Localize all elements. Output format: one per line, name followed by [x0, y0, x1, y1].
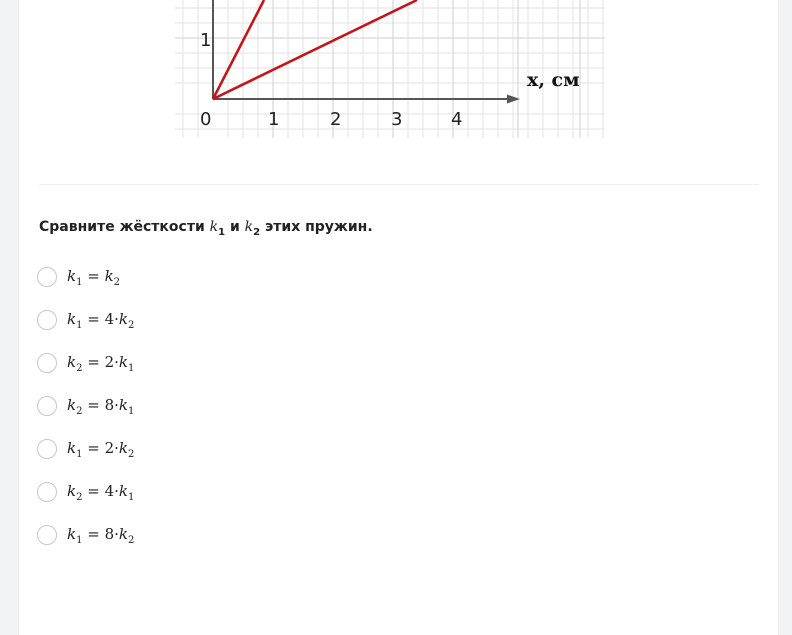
option-label: $k_1 = 8\cdot k_2$: [67, 524, 135, 546]
spring-line-1: [213, 0, 264, 99]
question-card: [18, 0, 779, 635]
answer-option-2[interactable]: [37, 309, 134, 331]
y-tick-1: 1: [200, 30, 212, 51]
option-label: $k_1 = 2\cdot k_2$: [67, 438, 135, 460]
option-label: $k_1 = 4\cdot k_2$: [67, 309, 135, 331]
radio-button[interactable]: [37, 396, 57, 416]
x-axis-title: x, см: [527, 69, 580, 91]
option-label: $k_2 = 4\cdot k_1$: [67, 481, 135, 503]
radio-button[interactable]: [37, 310, 57, 330]
x-tick-3: 3: [391, 109, 403, 130]
x-tick-2: 2: [330, 109, 342, 130]
answer-option-4[interactable]: [37, 395, 134, 417]
radio-button[interactable]: [37, 482, 57, 502]
option-label: $k_2 = 2\cdot k_1$: [67, 352, 135, 374]
radio-button[interactable]: [37, 525, 57, 545]
answer-option-3[interactable]: [37, 352, 134, 374]
spring-line-2: [213, 0, 417, 99]
radio-button[interactable]: [37, 267, 57, 287]
question-text: Сравните жёсткости $k_1$ и $k_2$ этих пружин.: [39, 219, 373, 238]
answer-options: [37, 266, 134, 567]
answer-option-7[interactable]: [37, 524, 134, 546]
force-extension-graph: [175, 0, 607, 140]
answer-option-1[interactable]: [37, 266, 134, 288]
option-label: $k_2 = 8\cdot k_1$: [67, 395, 135, 417]
x-tick-1: 1: [268, 109, 280, 130]
x-tick-0: 0: [200, 109, 212, 130]
divider: [39, 184, 759, 185]
radio-button[interactable]: [37, 439, 57, 459]
answer-option-5[interactable]: [37, 438, 134, 460]
x-tick-4: 4: [451, 109, 463, 130]
radio-button[interactable]: [37, 353, 57, 373]
option-label: $k_1 = k_2$: [67, 266, 121, 288]
answer-option-6[interactable]: [37, 481, 134, 503]
